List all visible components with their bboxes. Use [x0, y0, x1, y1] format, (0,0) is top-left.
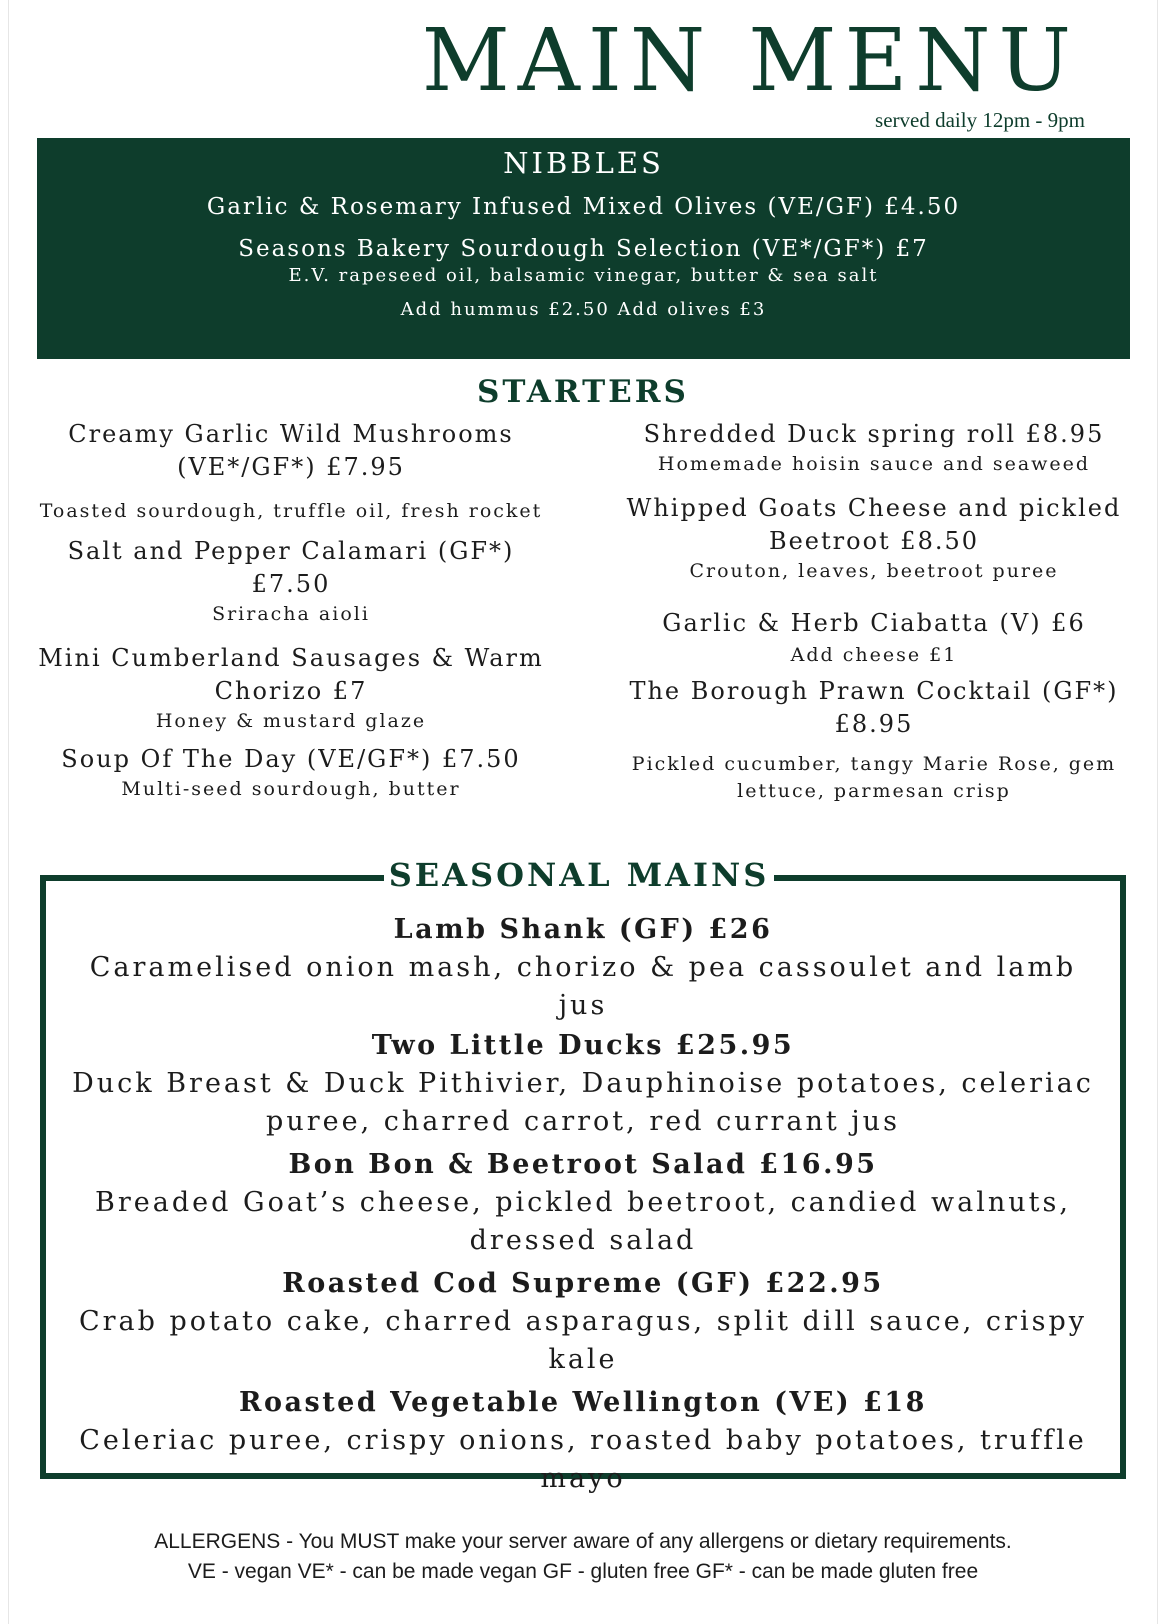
menu-title: MAIN MENU: [421, 11, 1079, 111]
main-item-desc: Breaded Goat’s cheese, pickled beetroot, candied walnuts, dressed salad: [95, 1187, 1071, 1256]
allergens-key: VE - vegan VE* - can be made vegan GF - gluten free GF* - can be made gluten free: [187, 1560, 979, 1583]
nibbles-item-sourdough-desc: E.V. rapeseed oil, balsamic vinegar, butter & sea salt: [288, 265, 879, 286]
starter-item-name: Whipped Goats Cheese and pickled Beetroot £8.50: [626, 494, 1122, 555]
starter-item-name: Mini Cumberland Sausages & Warm Chorizo £7: [38, 644, 544, 705]
starter-item-name: Soup Of The Day (VE/GF*) £7.50: [61, 745, 521, 773]
starter-item-desc: Honey & mustard glaze: [155, 710, 427, 732]
starters-left-column: [31, 418, 551, 803]
main-item-name: Two Little Ducks £25.95: [371, 1030, 795, 1061]
serving-hours: served daily 12pm - 9pm: [875, 108, 1085, 132]
seasonal-mains-heading: SEASONAL MAINS: [384, 856, 774, 894]
starter-item-name: Creamy Garlic Wild Mushrooms (VE*/GF*) £7.95: [68, 420, 514, 481]
nibbles-item-olives: Garlic & Rosemary Infused Mixed Olives (VE/GF) £4.50: [206, 194, 961, 220]
starters-heading: STARTERS: [477, 374, 689, 410]
nibbles-heading: NIBBLES: [503, 146, 664, 180]
seasonal-mains-box: [40, 875, 1126, 1494]
main-item-desc: Duck Breast & Duck Pithivier, Dauphinoise potatoes, celeriac puree, charred carrot, red currant jus: [72, 1068, 1094, 1137]
main-item-name: Lamb Shank (GF) £26: [393, 914, 773, 945]
main-item-desc: Crab potato cake, charred asparagus, split dill sauce, crispy kale: [78, 1306, 1087, 1375]
main-item-desc: Celeriac puree, crispy onions, roasted baby potatoes, truffle mayo: [79, 1425, 1087, 1494]
starters-right-column: [609, 418, 1139, 805]
nibbles-item-sourdough: Seasons Bakery Sourdough Selection (VE*/GF*) £7: [238, 236, 929, 262]
starter-item-desc: Homemade hoisin sauce and seaweed: [657, 453, 1091, 475]
starter-item-desc: Sriracha aioli: [212, 603, 370, 625]
starter-item-desc: Multi-seed sourdough, butter: [121, 778, 461, 800]
main-item-name: Roasted Cod Supreme (GF) £22.95: [282, 1268, 884, 1299]
starter-item-name: Shredded Duck spring roll £8.95: [643, 420, 1105, 448]
starter-item-name: Salt and Pepper Calamari (GF*) £7.50: [67, 537, 515, 598]
main-item-name: Roasted Vegetable Wellington (VE) £18: [239, 1387, 927, 1418]
allergens-line: ALLERGENS - You MUST make your server aware of any allergens or dietary requirements.: [154, 1530, 1012, 1553]
menu-page: [8, 0, 1158, 1624]
nibbles-section: [37, 138, 1130, 359]
nibbles-addons: Add hummus £2.50 Add olives £3: [400, 299, 767, 320]
starter-item-name: The Borough Prawn Cocktail (GF*) £8.95: [629, 677, 1119, 738]
starter-item-desc: Toasted sourdough, truffle oil, fresh rocket: [39, 500, 543, 522]
starter-item-desc: Add cheese £1: [790, 644, 958, 666]
starter-item-desc: Crouton, leaves, beetroot puree: [689, 560, 1059, 582]
allergens-notice: [9, 1527, 1157, 1587]
seasonal-mains-list: [46, 911, 1120, 1498]
starter-item-name: Garlic & Herb Ciabatta (V) £6: [662, 609, 1086, 637]
main-item-name: Bon Bon & Beetroot Salad £16.95: [288, 1149, 878, 1180]
main-item-desc: Caramelised onion mash, chorizo & pea cassoulet and lamb jus: [89, 952, 1077, 1021]
starter-item-desc: Pickled cucumber, tangy Marie Rose, gem lettuce, parmesan crisp: [631, 753, 1117, 802]
